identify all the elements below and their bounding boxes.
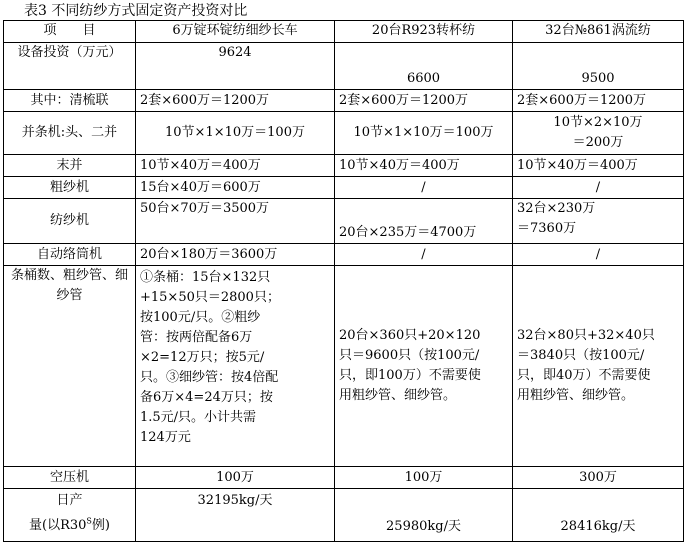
cell-final-draw-ring: 10节×40万＝400万 [136,155,335,177]
cell-output-vortex: 28416kg/天 [513,489,684,542]
row-label-roving: 粗纱机 [4,177,136,199]
row-label-spinning: 纺纱机 [4,199,136,244]
cell-final-draw-vortex: 10节×40万＝400万 [513,155,684,177]
cell-cans-rotor: 20台×360只+20×120只＝9600只（按100元/只，即100万）不需要使用粗纱管、细纱管。 [335,266,513,467]
cell-compressor-ring: 100万 [136,467,335,489]
cell-equipment-vortex: 9500 [513,43,684,90]
row-label-compressor: 空压机 [4,467,136,489]
cell-spinning-vortex [513,199,684,244]
table-row [4,266,684,467]
table-row [4,467,684,489]
row-label-output-line2: 量(以$R30^S$例) [29,516,110,533]
table-row [4,112,684,155]
investment-comparison-table [3,20,684,542]
cell-blowing-vortex: 2套×600万＝1200万 [513,90,684,112]
cell-blowing-ring: 2套×600万＝1200万 [136,90,335,112]
cell-output-ring: 32195kg/天 [136,489,335,542]
cell-compressor-rotor: 100万 [335,467,513,489]
table-row [4,489,684,542]
table-row [4,90,684,112]
cell-equipment-rotor: 6600 [335,43,513,90]
row-label-winder: 自动络筒机 [4,244,136,266]
header-item: 项 目 [4,21,136,43]
table-row [4,244,684,266]
cell-output-rotor: 25980kg/天 [335,489,513,542]
cell-spinning-rotor: 20台×235万＝4700万 [335,199,513,244]
cell-spinning-vortex-line1: 32台×230万 [517,201,596,216]
cell-equipment-ring: 9624 [136,43,335,90]
header-rotor-spinning: 20台R923转杯纺 [335,21,513,43]
row-label-blowing: 其中：清梳联 [4,90,136,112]
cell-roving-rotor: / [335,177,513,199]
cell-drawing-ring: 10节×1×10万＝100万 [136,112,335,155]
table-row [4,199,684,244]
header-ring-spinning: 6万锭环锭纺细纱长车 [136,21,335,43]
cell-winder-ring: 20台×180万＝3600万 [136,244,335,266]
table-row [4,43,684,90]
row-label-output-line1: 日产 [56,493,83,508]
table-row [4,155,684,177]
cell-compressor-vortex: 300万 [513,467,684,489]
row-label-drawing: 并条机:头、二并 [4,112,136,155]
cell-spinning-ring: 50台×70万＝3500万 [136,199,335,244]
cell-winder-rotor: / [335,244,513,266]
cell-drawing-vortex-line2: ＝200万 [572,135,624,150]
cell-roving-vortex: / [513,177,684,199]
cell-winder-vortex: / [513,244,684,266]
cell-final-draw-rotor: 10节×40万＝400万 [335,155,513,177]
cell-cans-vortex: 32台×80只+32×40只＝3840只（按100元/只，即40万）不需要使用粗纱管、细纱管。 [513,266,684,467]
row-label-cans: 条桶数、粗纱管、细纱管 [4,266,136,467]
table-caption: 表3 不同纺纱方式固定资产投资对比 [24,3,248,19]
cell-drawing-rotor: 10节×1×10万＝100万 [335,112,513,155]
header-vortex-spinning: 32台№861涡流纺 [513,21,684,43]
header-row [4,21,684,43]
cell-spinning-vortex-line2: ＝7360万 [517,221,577,236]
cell-drawing-vortex-line1: 10节×2×10万 [553,115,643,130]
table-row [4,177,684,199]
cell-blowing-rotor: 2套×600万＝1200万 [335,90,513,112]
row-label-output [4,489,136,542]
cell-drawing-vortex [513,112,684,155]
row-label-equipment: 设备投资（万元） [4,43,136,90]
row-label-final-draw: 末并 [4,155,136,177]
cell-roving-ring: 15台×40万＝600万 [136,177,335,199]
cell-cans-ring: ①条桶：15台×132只+15×50只＝2800只；按100元/只。②粗纱管：按两倍配备6万×2=12万只；按5元/只。③细纱管：按4倍配备6万×4=24万只；按1.5元/只。小计共需124万元 [136,266,335,467]
